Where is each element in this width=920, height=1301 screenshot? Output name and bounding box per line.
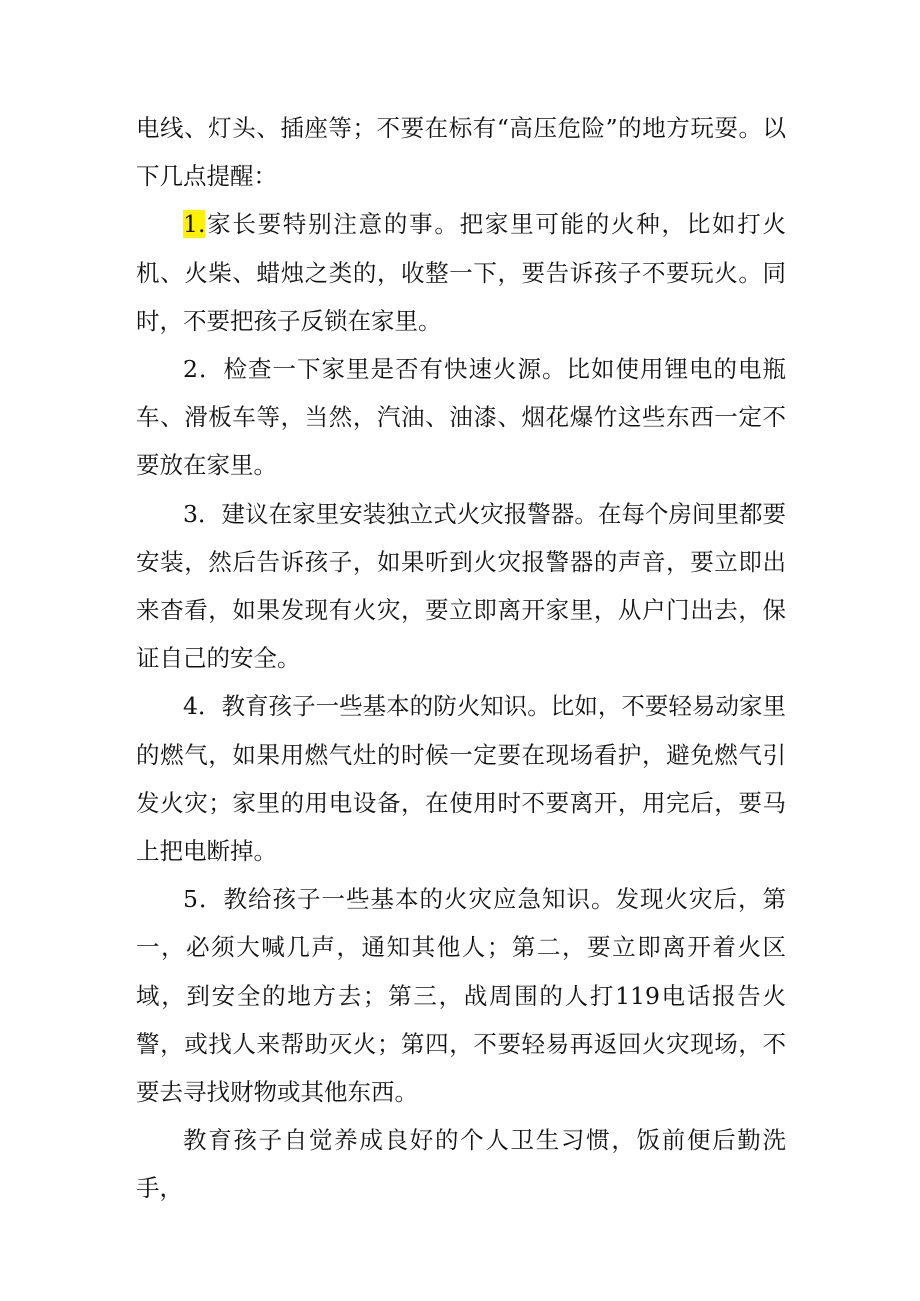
list-number: 5． <box>183 885 224 914</box>
list-item-1 <box>136 200 786 345</box>
paragraph-text: 电线、灯头、插座等；不要在标有“高压危险”的地方玩耍。以下几点提醒： <box>136 114 786 191</box>
list-item-text: 家长要特别注意的事。把家里可能的火种，比如打火机、火柴、蜡烛之类的，收整一下，要告诉孩子不要玩火。同时，不要把孩子反锁在家里。 <box>136 210 786 335</box>
list-number: 2． <box>183 355 224 384</box>
list-item-3 <box>136 490 786 683</box>
list-item-text: 教给孩子一些基本的火灾应急知识。发现火灾后，第一，必须大喊几声，通知其他人；第二，要立即离开着火区域，到安全的地方去；第三，战周围的人打119电话报告火警，或找人来帮助灭火；第四，不要轻易再返回火灾现场，不要去寻找财物或其他东西。 <box>136 885 787 1107</box>
paragraph-text: 教育孩子自觉养成良好的个人卫生习惯，饭前便后勤洗手， <box>136 1126 786 1203</box>
list-item-text: 建议在家里安装独立式火灾报警器。在每个房间里都要安装，然后告诉孩子，如果听到火灾报警器的声音，要立即出来杳看，如果发现有火灾，要立即离开家里，从户门出去，保证自己的安全。 <box>136 499 787 673</box>
list-item-4 <box>136 682 786 875</box>
paragraph-hygiene <box>136 1116 786 1212</box>
list-item-5 <box>136 875 786 1116</box>
list-item-text: 检查一下家里是否有快速火源。比如使用锂电的电瓶车、滑板车等，当然，汽油、油漆、烟花爆竹这些东西一定不要放在家里。 <box>136 355 787 480</box>
list-number-highlighted: 1. <box>183 210 206 239</box>
list-number: 4． <box>183 692 222 721</box>
document-body <box>136 104 786 1213</box>
list-item-text: 教育孩子一些基本的防火知识。比如，不要轻易动家里的燃气，如果用燃气灶的时候一定要在现场看护，避免燃气引发火灾；家里的用电设备，在使用时不要离开，用完后，要马上把电断掉。 <box>136 692 787 866</box>
list-item-2 <box>136 345 786 490</box>
list-number: 3． <box>183 499 222 528</box>
paragraph-intro <box>136 104 786 200</box>
